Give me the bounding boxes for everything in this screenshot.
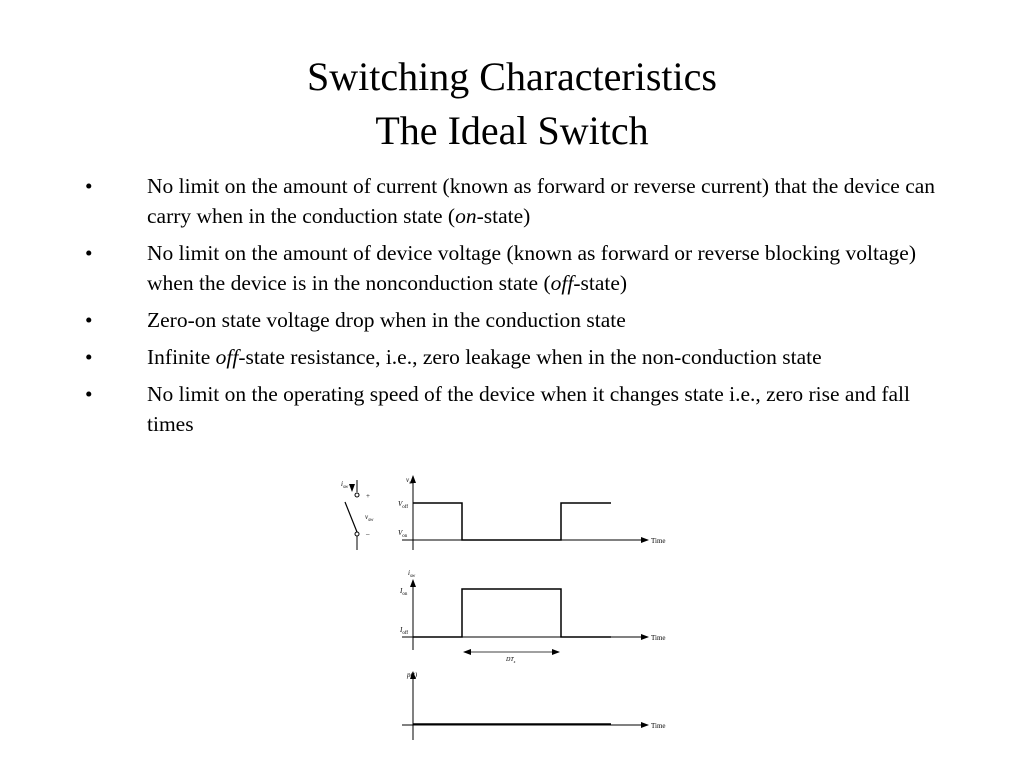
bullet-item — [85, 238, 955, 298]
bullet-item — [85, 305, 955, 335]
bullet-text-end: -state) — [476, 204, 531, 228]
voltage-waveform-plot — [398, 476, 666, 550]
switch-bottom-terminal — [355, 532, 359, 536]
current-waveform — [413, 589, 611, 637]
slide-title — [0, 50, 1024, 158]
current-axis-label: $i_{sw}$ — [408, 569, 416, 579]
bullet-marker: • — [85, 345, 93, 369]
bullet-marker: • — [85, 174, 93, 198]
bullet-list — [85, 171, 955, 446]
interval-label: $DT_s$ — [506, 657, 516, 664]
bullet-item — [85, 379, 955, 439]
i-off-label: $I_{off}$ — [400, 626, 409, 636]
bullet-text: No limit on the amount of device voltage (known as forward or reverse blocking voltage) when the device is in the nonconduction state ( — [147, 241, 916, 295]
current-time-label: Time — [651, 634, 666, 642]
switch-current-label: $i_{sw}$ — [341, 480, 349, 490]
bullet-text: No limit on the amount of current (known as forward or reverse current) that the device can carry when in the conduction state ( — [147, 174, 936, 228]
bullet-text: Zero-on state voltage drop when in the conduction state — [147, 308, 626, 332]
ideal-switch-diagram — [330, 470, 680, 745]
voltage-waveform — [413, 503, 611, 540]
bullet-item — [85, 171, 955, 231]
switch-plus-sign: + — [366, 492, 370, 500]
bullet-text: Infinite — [147, 345, 216, 369]
voltage-axis-label: $v_{sw}$ — [406, 476, 415, 486]
bullet-marker: • — [85, 308, 93, 332]
switch-voltage-label: $v_{sw}$ — [365, 513, 374, 523]
switch-blade — [345, 502, 357, 532]
bullet-text: No limit on the operating speed of the device when it changes state i.e., zero rise and fall times — [147, 382, 910, 436]
switch-symbol — [341, 480, 374, 550]
i-on-label: $I_{on}$ — [400, 587, 408, 597]
title-line-2: The Ideal Switch — [375, 108, 649, 153]
switch-top-terminal — [355, 493, 359, 497]
switch-minus-sign: – — [366, 530, 370, 538]
bullet-item — [85, 342, 955, 372]
bullet-italic: off — [215, 345, 239, 369]
power-waveform-plot — [402, 671, 666, 740]
current-waveform-plot — [399, 569, 666, 664]
bullet-text-end: -state) — [573, 271, 628, 295]
bullet-marker: • — [85, 382, 93, 406]
bullet-marker: • — [85, 241, 93, 265]
power-time-label: Time — [651, 722, 666, 730]
v-off-label: $V_{off}$ — [398, 500, 409, 510]
voltage-time-label: Time — [651, 537, 666, 545]
bullet-text-end: -state resistance, i.e., zero leakage when in the non-conduction state — [238, 345, 822, 369]
v-on-label: $V_{on}$ — [398, 529, 408, 539]
power-axis-label: p(t) — [407, 671, 418, 679]
bullet-italic: on — [455, 204, 477, 228]
title-line-1: Switching Characteristics — [307, 54, 717, 99]
bullet-italic: off — [550, 271, 574, 295]
